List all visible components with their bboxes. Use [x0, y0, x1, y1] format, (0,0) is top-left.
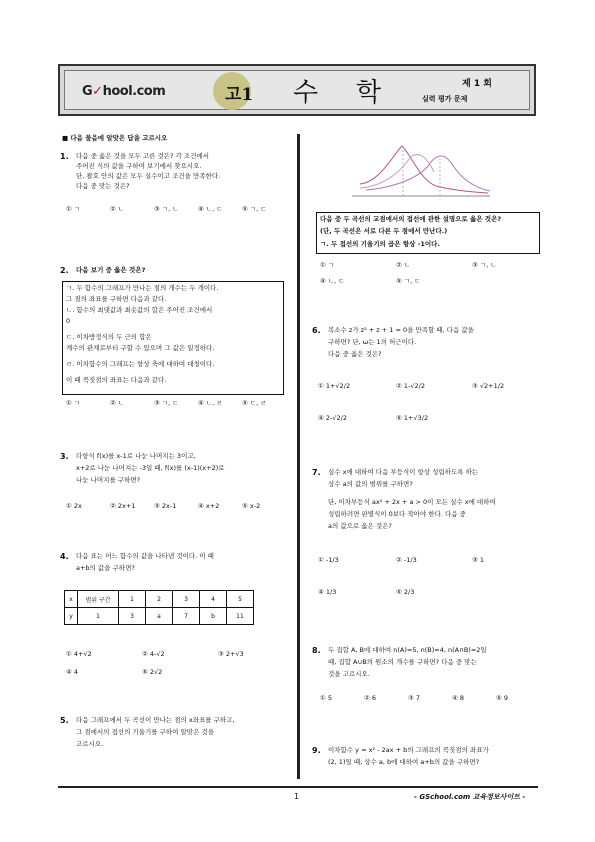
- q3-choice[interactable]: ② 2x+1: [110, 502, 136, 510]
- q8-line: 두 집합 A, B에 대하여 n(A)=5, n(B)=4, n(A∩B)=2일: [328, 646, 487, 654]
- q1-line: 다음 중 맞는 것은?: [76, 182, 130, 190]
- q8-choice[interactable]: ② 6: [364, 694, 377, 702]
- q6-line: 구하면? 단, ω는 1의 허근이다.: [328, 338, 417, 346]
- q2-number: 2.: [60, 266, 69, 275]
- right-box-line: ㄱ. 두 접선의 기울기의 곱은 항상 -1이다.: [320, 240, 440, 248]
- q5-number: 5.: [60, 716, 69, 725]
- right-box-choice[interactable]: ① ㄱ: [320, 261, 335, 269]
- table-cell: 1: [78, 608, 119, 625]
- table-cell: 11: [227, 608, 254, 625]
- q3-line: 나눈 나머지를 구하면?: [76, 476, 141, 484]
- q6-choice[interactable]: ① 1+√2/2: [318, 382, 351, 390]
- q7-choice[interactable]: ② -1/3: [396, 556, 417, 564]
- q7-choice[interactable]: ③ 1: [472, 556, 485, 564]
- footer-rule: [58, 786, 538, 788]
- q4-line: a+b의 값을 구하면?: [76, 564, 135, 572]
- q6-choice[interactable]: ② 1-√2/2: [396, 382, 425, 390]
- q1-choice[interactable]: ④ ㄴ, ㄷ: [198, 205, 223, 213]
- footer-site: - GSchool.com 교육정보사이트 -: [414, 793, 526, 801]
- q1-choice[interactable]: ③ ㄱ, ㄴ: [154, 205, 179, 213]
- q9-line: (2, 1)일 때, 상수 a, b에 대하여 a+b의 값을 구하면?: [328, 758, 480, 766]
- q2-choice[interactable]: ① ㄱ: [66, 399, 81, 407]
- q3-choice[interactable]: ⑤ x-2: [242, 502, 261, 510]
- q3-line: 다항식 f(x)를 x-1로 나눈 나머지는 3이고,: [76, 452, 196, 460]
- q9-line: 이차함수 y = x² - 2ax + b의 그래프의 꼭짓점의 좌표가: [328, 746, 489, 754]
- table-cell: y: [65, 608, 78, 625]
- table-cell: 2: [146, 591, 173, 608]
- q3-choice[interactable]: ④ x+2: [198, 502, 220, 510]
- table-header-row: [65, 591, 254, 608]
- table-cell: 5: [227, 591, 254, 608]
- q1-line: 주어진 식의 값을 구하여 보기에서 찾으시오.: [76, 162, 202, 170]
- right-box-line: (단, 두 곡선은 서로 다른 두 점에서 만난다.): [320, 227, 448, 235]
- table-cell: b: [200, 608, 227, 625]
- q3-choice[interactable]: ① 2x: [66, 502, 82, 510]
- exam-type: 실력 평가 문제: [422, 95, 468, 103]
- q7-line: 실수 x에 대하여 다음 부등식이 항상 성립하도록 하는: [328, 468, 479, 476]
- q2-choice[interactable]: ③ ㄱ, ㄷ: [154, 399, 179, 407]
- q2-title: 다음 보기 중 옳은 것은?: [76, 266, 146, 274]
- q7-choice[interactable]: ⑤ 2/3: [396, 588, 415, 596]
- logo-check-icon: ✓: [92, 84, 103, 99]
- q4-value-table: [64, 590, 254, 625]
- q4-choice[interactable]: ② 4-√2: [142, 650, 165, 658]
- q3-number: 3.: [60, 452, 69, 461]
- table-row: [65, 608, 254, 625]
- q7-number: 7.: [312, 468, 321, 477]
- subject-char-2: 학: [356, 78, 382, 108]
- section-title: ■ 다음 물음에 알맞은 답을 고르시오: [62, 134, 168, 142]
- q3-line: x+2로 나눈 나머지는 -3일 때, f(x)를 (x-1)(x+2)로: [76, 464, 225, 472]
- q4-number: 4.: [60, 552, 69, 561]
- right-box-choice[interactable]: ④ ㄴ, ㄷ: [320, 277, 345, 285]
- curve-figure: [340, 136, 500, 208]
- q8-line: 것을 고르시오.: [328, 670, 370, 678]
- table-cell: 3: [119, 608, 146, 625]
- q1-line: 다음 중 옳은 것을 모두 고른 것은? 각 조건에서: [76, 152, 210, 160]
- q2-box-line: ㄷ. 이차방정식의 두 근의 합은: [66, 333, 152, 341]
- q6-choice[interactable]: ③ √2+1/2: [472, 382, 505, 390]
- q9-number: 9.: [312, 746, 321, 755]
- q6-choice[interactable]: ④ 2-√2/2: [318, 414, 347, 422]
- logo-text-right: hool.com: [102, 84, 166, 99]
- q8-choice[interactable]: ④ 8: [452, 694, 465, 702]
- q2-box-line: ㄹ. 이차함수의 그래프는 항상 축에 대하여 대칭이다.: [66, 360, 215, 368]
- q4-line: 다음 표는 어느 함수의 값을 나타낸 것이다. 이 때: [76, 552, 214, 560]
- q8-number: 8.: [312, 646, 321, 655]
- q1-choice[interactable]: ② ㄴ: [110, 205, 125, 213]
- q7-choice[interactable]: ① -1/3: [318, 556, 339, 564]
- table-cell: 1: [119, 591, 146, 608]
- q2-choice[interactable]: ② ㄴ: [110, 399, 125, 407]
- q6-choice[interactable]: ⑤ 1+√3/2: [396, 414, 429, 422]
- q2-box-line: ㄴ. 함수의 최댓값과 최솟값의 합은 주어진 조건에서: [66, 306, 213, 314]
- q2-box-line: 그 점의 좌표를 구하면 다음과 같다.: [66, 295, 167, 303]
- exam-round: 제 1 회: [462, 79, 492, 89]
- q1-number: 1.: [60, 152, 69, 161]
- q1-choice[interactable]: ⑤ ㄱ, ㄷ: [242, 205, 267, 213]
- right-box-choice[interactable]: ② ㄴ: [396, 261, 411, 269]
- table-cell: 범위 구간: [78, 591, 119, 608]
- grade-badge-text: 고1: [225, 85, 254, 105]
- q4-choice[interactable]: ④ 4: [66, 668, 79, 676]
- column-divider: [297, 134, 300, 779]
- q2-box-line: 0: [66, 317, 71, 325]
- q5-line: 그 점에서의 접선의 기울기를 구하여 알맞은 것을: [76, 728, 214, 736]
- q8-choice[interactable]: ⑤ 9: [496, 694, 509, 702]
- q7-line: 상수 a의 값의 범위를 구하면?: [328, 480, 413, 488]
- q2-box-line: ㄱ. 두 함수의 그래프가 만나는 점의 개수는 두 개이다.: [66, 284, 219, 292]
- q1-line: 단, 괄호 안의 값은 모두 실수이고 조건을 만족한다.: [76, 172, 221, 180]
- q4-choice[interactable]: ① 4+√2: [66, 650, 92, 658]
- q3-choice[interactable]: ③ 2x-1: [154, 502, 177, 510]
- logo: [82, 84, 165, 99]
- q2-choice[interactable]: ④ ㄴ, ㄹ: [198, 399, 223, 407]
- table-cell: 3: [173, 591, 200, 608]
- q2-box-line: 계수의 관계로부터 구할 수 있으며 그 값은 일정하다.: [66, 344, 215, 352]
- right-box-line: 다음 중 두 곡선의 교점에서의 접선에 관한 설명으로 옳은 것은?: [320, 215, 502, 223]
- q4-choice[interactable]: ③ 2+√3: [218, 650, 244, 658]
- q7-sub-line: 단, 이차부등식 ax² + 2x + a > 0이 모든 실수 x에 대하여: [328, 498, 496, 506]
- q7-choice[interactable]: ④ 1/3: [318, 588, 337, 596]
- q8-line: 때, 집합 A∪B의 원소의 개수를 구하면? 다음 중 맞는: [328, 658, 477, 666]
- q7-sub-line: 성립하려면 판별식이 0보다 작아야 한다. 다음 중: [328, 510, 466, 518]
- q6-line: 다음 중 옳은 것은?: [328, 350, 382, 358]
- q7-sub-line: a의 값으로 옳은 것은?: [328, 522, 392, 530]
- q5-line: 다음 그래프에서 두 곡선이 만나는 점의 x좌표를 구하고,: [76, 716, 235, 724]
- logo-text-left: G: [82, 84, 93, 99]
- table-cell: 7: [173, 608, 200, 625]
- q6-number: 6.: [312, 326, 321, 335]
- q8-choice[interactable]: ① 5: [320, 694, 333, 702]
- right-box-choice[interactable]: ⑤ ㄱ, ㄷ: [396, 277, 421, 285]
- q8-choice[interactable]: ③ 7: [408, 694, 421, 702]
- subject-char-1: 수: [293, 78, 319, 108]
- q2-box-line: 이 때 꼭짓점의 좌표는 다음과 같다.: [66, 376, 167, 384]
- table-cell: 4: [200, 591, 227, 608]
- q6-line: 복소수 z가 z² + z + 1 = 0을 만족할 때, 다음 값을: [328, 326, 474, 334]
- q2-choice[interactable]: ⑤ ㄷ, ㄹ: [242, 399, 267, 407]
- q1-choice[interactable]: ① ㄱ: [66, 205, 81, 213]
- q4-choice[interactable]: ⑤ 2√2: [142, 668, 163, 676]
- table-cell: a: [146, 608, 173, 625]
- table-cell: x: [65, 591, 78, 608]
- page-number: 1: [294, 792, 300, 801]
- right-box-choice[interactable]: ③ ㄱ, ㄴ: [472, 261, 497, 269]
- q5-line: 고르시오.: [76, 740, 104, 748]
- header-banner: [58, 64, 536, 116]
